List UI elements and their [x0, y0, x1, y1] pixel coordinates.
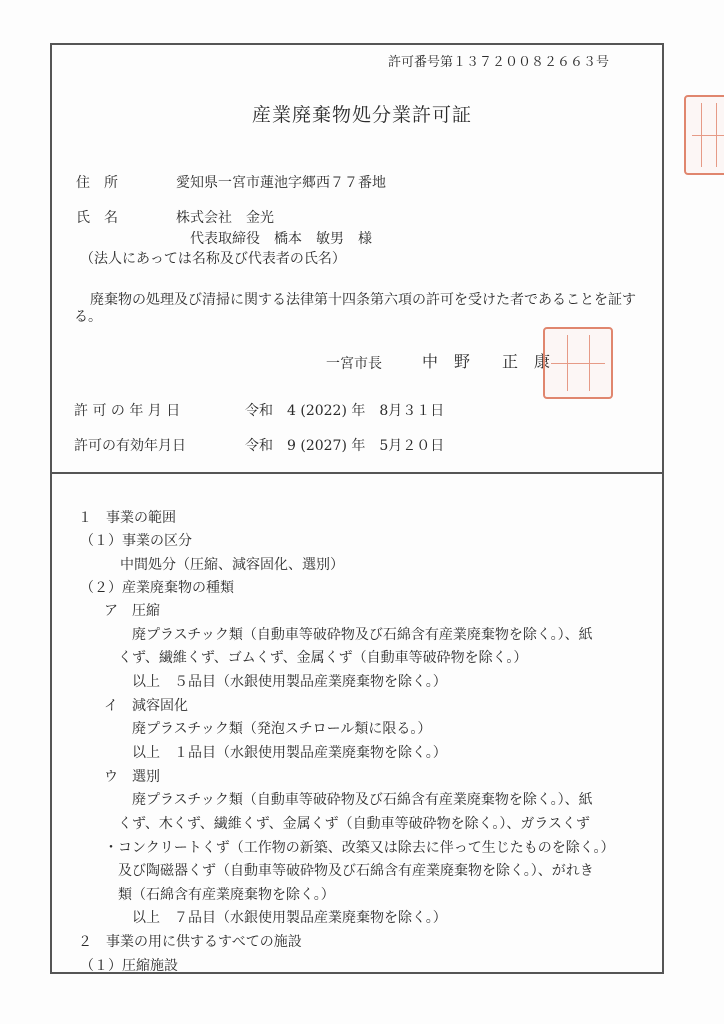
valid-date: 令和 9 (2027) 年 5月２０日 — [245, 438, 445, 454]
scope-line: 以上 １品目（水銀使用製品産業廃棄物を除く。） — [132, 745, 447, 761]
company-name: 株式会社 金光 — [176, 210, 274, 226]
scope-line: くず、繊維くず、ゴムくず、金属くず（自動車等破砕物を除く。） — [118, 650, 528, 666]
scope-line: ・コンクリートくず（工作物の新築、改築又は除去に伴って生じたものを除く。） — [104, 840, 615, 856]
address-label: 住 所 — [76, 175, 118, 191]
issuer-name: 中 野 正 康 — [422, 352, 551, 371]
section-divider — [50, 472, 664, 474]
scope-line: 及び陶磁器くず（自動車等破砕物及び石綿含有産業廃棄物を除く。）、がれき — [118, 863, 594, 879]
permit-number: 許可番号第１３７２００８２６６３号 — [388, 55, 610, 70]
scope-line: 廃プラスチック類（自動車等破砕物及び石綿含有産業廃棄物を除く。）、紙 — [132, 792, 593, 808]
name-label: 氏 名 — [76, 210, 118, 226]
scope-line: ア 圧縮 — [104, 603, 160, 619]
permit-date-label: 許 可 の 年 月 日 — [74, 403, 181, 419]
scope-line: １ 事業の範囲 — [78, 510, 176, 526]
statement-line-1: 廃棄物の処理及び清掃に関する法律第十四条第六項の許可を受けた者であることを証す — [90, 292, 636, 308]
scope-line: ウ 選別 — [104, 769, 160, 785]
scope-line: （１）圧縮施設 — [80, 958, 178, 974]
mayor-seal-stamp — [543, 327, 613, 399]
scope-line: ２ 事業の用に供するすべての施設 — [78, 934, 302, 950]
name-note: （法人にあっては名称及び代表者の氏名） — [80, 251, 346, 267]
scope-line: 以上 ７品目（水銀使用製品産業廃棄物を除く。） — [132, 910, 447, 926]
scope-line: 廃プラスチック類（発泡スチロール類に限る。） — [132, 721, 432, 737]
scope-line: （２）産業廃棄物の種類 — [80, 580, 234, 596]
statement-line-2: る。 — [74, 309, 102, 325]
valid-date-label: 許可の有効年月日 — [74, 438, 186, 454]
margin-seal-stamp — [684, 95, 724, 175]
scope-line: 中間処分（圧縮、減容固化、選別） — [120, 557, 344, 573]
scope-line: 類（石綿含有産業廃棄物を除く。） — [118, 887, 335, 903]
scope-line: （１）事業の区分 — [80, 533, 192, 549]
representative-name: 代表取締役 橋本 敏男 様 — [190, 231, 372, 247]
document-title: 産業廃棄物処分業許可証 — [252, 104, 473, 126]
permit-date: 令和 4 (2022) 年 8月３１日 — [245, 403, 445, 419]
scope-line: くず、木くず、繊維くず、金属くず（自動車等破砕物を除く。）、ガラスくず — [118, 816, 590, 832]
issuer-title: 一宮市長 — [326, 356, 382, 372]
scope-line: 廃プラスチック類（自動車等破砕物及び石綿含有産業廃棄物を除く。）、紙 — [132, 627, 593, 643]
scope-line: 以上 ５品目（水銀使用製品産業廃棄物を除く。） — [132, 674, 447, 690]
scope-line: イ 減容固化 — [104, 698, 188, 714]
address-value: 愛知県一宮市蓮池字郷西７７番地 — [176, 175, 386, 191]
